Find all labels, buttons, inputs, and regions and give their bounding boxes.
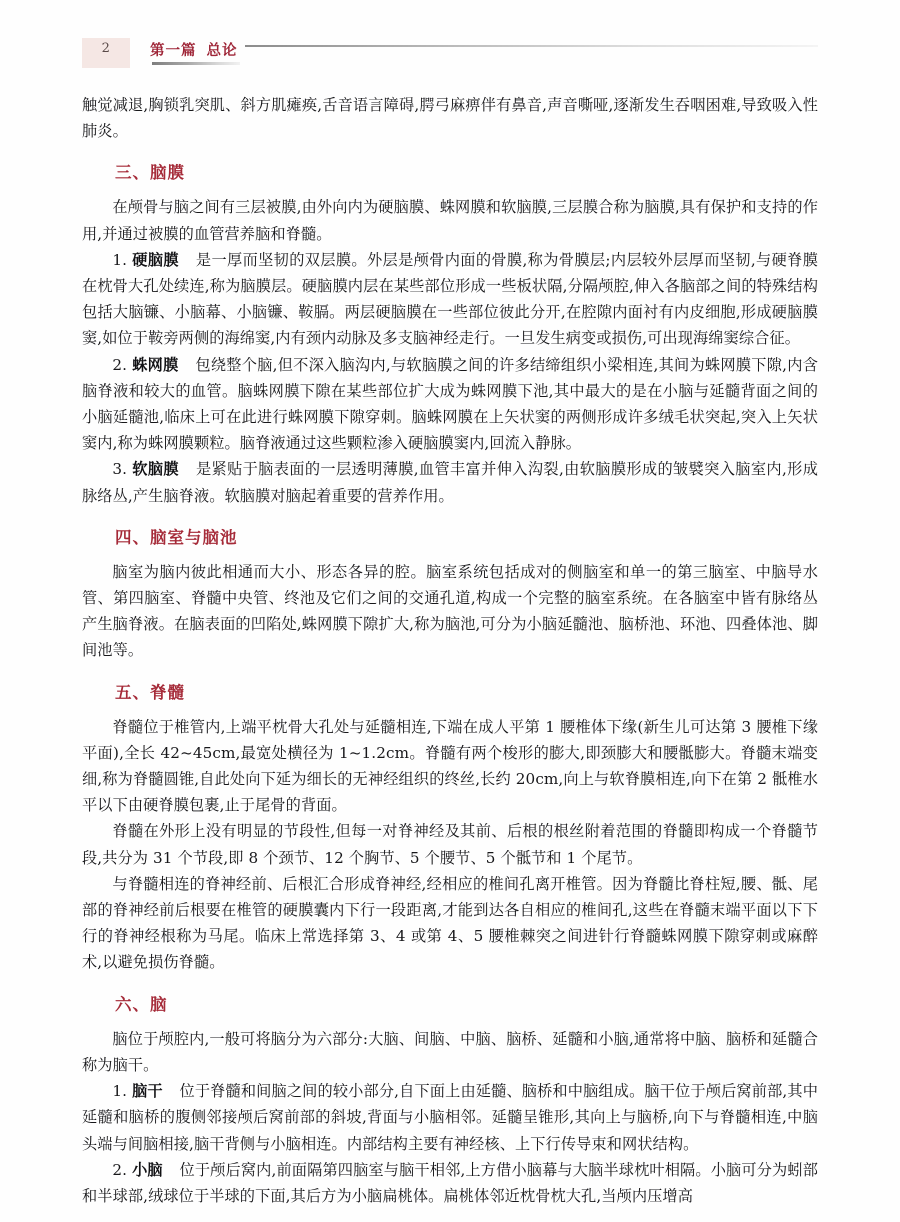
intro-paragraph: 触觉减退,胸锁乳突肌、斜方肌瘫痪,舌音语言障碍,腭弓麻痹伴有鼻音,声音嘶哑,逐渐发生吞咽困难,导致吸入性肺炎。 xyxy=(82,96,818,141)
section-heading: 六、脑 xyxy=(115,994,168,1014)
item-term: 脑干 xyxy=(132,1082,163,1101)
numbered-item xyxy=(82,247,818,352)
page-number: 2 xyxy=(101,41,111,56)
item-number: 2. xyxy=(112,1160,128,1179)
header-rule-short xyxy=(152,62,240,65)
item-text: 位于脊髓和间脑之间的较小部分,自下面上由延髓、脑桥和中脑组成。脑干位于颅后窝前部,其中延髓和脑桥的腹侧邻接颅后窝前部的斜坡,背面与小脑相邻。延髓呈锥形,其向上与脑桥,向下与脊髓相连,中脑头端与间脑相接,脑干背侧与小脑相连。内部结构主要有神经核、上下行传导束和网状结构。 xyxy=(82,1082,818,1153)
section-heading: 四、脑室与脑池 xyxy=(115,527,238,547)
section-paragraph: 与脊髓相连的脊神经前、后根汇合形成脊神经,经相应的椎间孔离开椎管。因为脊髓比脊柱短,腰、骶、尾部的脊神经前后根要在椎管的硬膜囊内下行一段距离,才能到达各自相应的椎间孔,这些在脊髓末端平面以下下行的脊神经根称为马尾。临床上常选择第 3、4 或第 4、5 腰椎棘突之间进针行脊髓蛛网膜下隙穿刺或麻醉术,以避免损伤脊髓。 xyxy=(82,874,818,972)
section-paragraph: 脑位于颅腔内,一般可将脑分为六部分:大脑、间脑、中脑、脑桥、延髓和小脑,通常将中脑、脑桥和延髓合称为脑干。 xyxy=(82,1029,818,1074)
numbered-item xyxy=(82,352,818,457)
section-spacer xyxy=(82,509,818,523)
numbered-item xyxy=(82,1078,818,1157)
numbered-item xyxy=(82,456,818,508)
numbered-item xyxy=(82,1157,818,1209)
section-paragraph: 脊髓在外形上没有明显的节段性,但每一对脊神经及其前、后根的根丝附着范围的脊髓即构成一个脊髓节段,共分为 31 个节段,即 8 个颈节、12 个胸节、5 个腰节、5 个骶节和 1 个尾节。 xyxy=(82,822,818,867)
section-paragraph: 在颅骨与脑之间有三层被膜,由外向内为硬脑膜、蛛网膜和软脑膜,三层膜合称为脑膜,具有保护和支持的作用,并通过被膜的血管营养脑和脊髓。 xyxy=(82,198,818,243)
item-text: 位于颅后窝内,前面隔第四脑室与脑干相邻,上方借小脑幕与大脑半球枕叶相隔。小脑可分为蚓部和半球部,绒球位于半球的下面,其后方为小脑扁桃体。扁桃体邻近枕骨枕大孔,当颅内压增高 xyxy=(82,1160,818,1205)
section-paragraph: 脊髓位于椎管内,上端平枕骨大孔处与延髓相连,下端在成人平第 1 腰椎体下缘(新生儿可达第 3 腰椎下缘平面),全长 42~45cm,最宽处横径为 1~1.2cm。脊髓有两个梭形的膨大,即颈膨大和腰骶膨大。脊髓末端变细,称为脊髓圆锥,自此处向下延为细长的无神经组织的终丝,长约 20cm,向上与软脊膜相连,向下在第 2 骶椎水平以下由硬脊膜包裹,止于尾骨的背面。 xyxy=(82,717,818,815)
running-head-part-title: 总论 xyxy=(206,43,238,59)
item-number: 2. xyxy=(112,355,128,374)
running-head-part-label: 第一篇 xyxy=(150,43,197,59)
item-text: 是紧贴于脑表面的一层透明薄膜,血管丰富并伸入沟裂,由软脑膜形成的皱襞突入脑室内,形成脉络丛,产生脑脊液。软脑膜对脑起着重要的营养作用。 xyxy=(82,460,818,505)
item-text: 是一厚而坚韧的双层膜。外层是颅骨内面的骨膜,称为骨膜层;内层较外层厚而坚韧,与硬脊膜在枕骨大孔处续连,称为脑膜层。硬脑膜内层在某些部位形成一些板状隔,分隔颅腔,伸入各脑部之间的特殊结构包括大脑镰、小脑幕、小脑镰、鞍膈。两层硬脑膜在一些部位彼此分开,在腔隙内面衬有内皮细胞,形成硬脑膜窦,如位于鞍旁两侧的海绵窦,内有颈内动脉及多支脑神经走行。一旦发生病变或损伤,可出现海绵窦综合征。 xyxy=(82,250,818,348)
item-number: 3. xyxy=(112,460,128,479)
section-heading: 五、脊髓 xyxy=(115,682,185,702)
page-content xyxy=(82,92,818,1209)
item-number: 1. xyxy=(112,250,128,269)
item-term: 小脑 xyxy=(132,1160,163,1179)
running-head xyxy=(82,34,818,74)
running-head-title xyxy=(150,39,238,60)
item-text: 包绕整个脑,但不深入脑沟内,与软脑膜之间的许多结缔组织小梁相连,其间为蛛网膜下隙,内含脑脊液和较大的血管。脑蛛网膜下隙在某些部位扩大成为蛛网膜下池,其中最大的是在小脑与延髓背面之间的小脑延髓池,临床上可在此进行蛛网膜下隙穿刺。脑蛛网膜在上矢状窦的两侧形成许多绒毛状突起,突入上矢状窦内,称为蛛网膜颗粒。脑脊液通过这些颗粒渗入硬脑膜窦内,回流入静脉。 xyxy=(82,355,818,453)
section-spacer xyxy=(82,976,818,990)
section-heading: 三、脑膜 xyxy=(115,163,185,183)
item-term: 软脑膜 xyxy=(132,460,179,479)
sections-container xyxy=(82,144,818,1209)
header-rule-long xyxy=(245,45,818,47)
item-term: 硬脑膜 xyxy=(132,250,179,269)
section-spacer xyxy=(82,664,818,678)
item-term: 蛛网膜 xyxy=(132,355,179,374)
item-number: 1. xyxy=(112,1082,128,1101)
section-spacer xyxy=(82,144,818,158)
section-paragraph: 脑室为脑内彼此相通而大小、形态各异的腔。脑室系统包括成对的侧脑室和单一的第三脑室、中脑导水管、第四脑室、脊髓中央管、终池及它们之间的交通孔道,构成一个完整的脑室系统。在各脑室中皆有脉络丛产生脑脊液。在脑表面的凹陷处,蛛网膜下隙扩大,称为脑池,可分为小脑延髓池、脑桥池、环池、四叠体池、脚间池等。 xyxy=(82,562,818,660)
